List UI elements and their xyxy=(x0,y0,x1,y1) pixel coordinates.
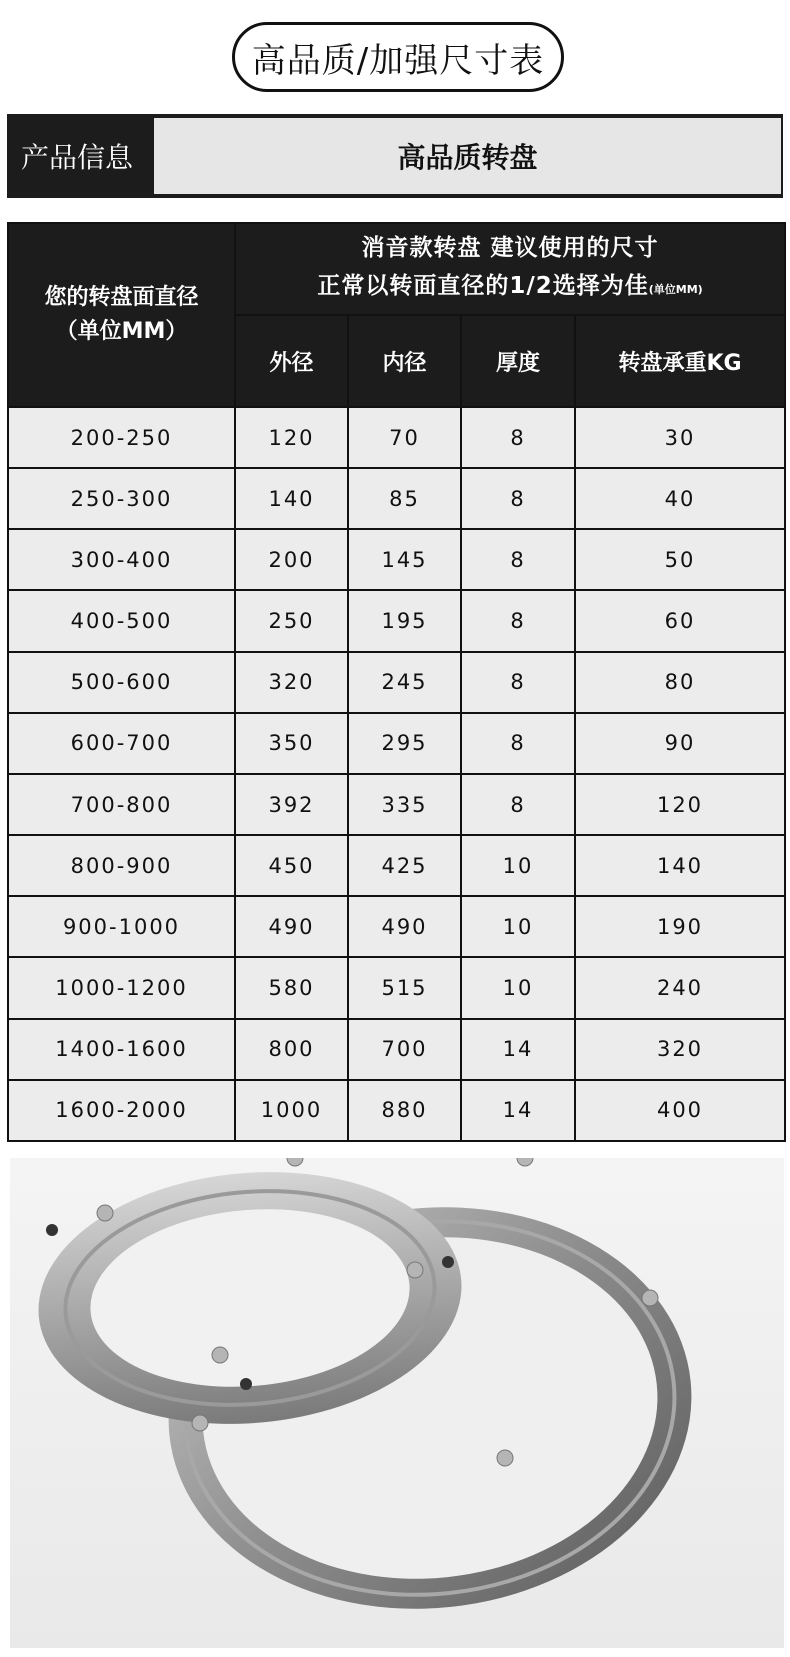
table-row xyxy=(8,957,785,1018)
thickness-cell: 8 xyxy=(461,468,575,529)
table-row xyxy=(8,590,785,651)
turntable-photo xyxy=(10,1158,784,1648)
thickness-cell: 8 xyxy=(461,774,575,835)
inner-diameter-cell: 245 xyxy=(348,652,461,713)
thickness-cell: 8 xyxy=(461,529,575,590)
recommended-size-line1: 消音款转盘 建议使用的尺寸 xyxy=(361,235,659,261)
outer-diameter-cell: 800 xyxy=(235,1019,348,1080)
load-cell: 50 xyxy=(575,529,785,590)
table-row xyxy=(8,835,785,896)
diameter-range-cell: 600-700 xyxy=(8,713,235,774)
unit-note: (单位MM) xyxy=(648,283,703,296)
load-cell: 90 xyxy=(575,713,785,774)
outer-diameter-cell: 320 xyxy=(235,652,348,713)
outer-diameter-cell: 200 xyxy=(235,529,348,590)
product-info-label: 产品信息 xyxy=(20,141,133,174)
diameter-header xyxy=(8,223,235,407)
diameter-range-cell: 250-300 xyxy=(8,468,235,529)
diameter-range-cell: 300-400 xyxy=(8,529,235,590)
diameter-range-cell: 900-1000 xyxy=(8,896,235,957)
inner-diameter-cell: 880 xyxy=(348,1080,461,1141)
outer-diameter-cell: 450 xyxy=(235,835,348,896)
size-table xyxy=(7,222,786,1142)
load-cell: 40 xyxy=(575,468,785,529)
diameter-range-cell: 1400-1600 xyxy=(8,1019,235,1080)
table-row xyxy=(8,407,785,468)
thickness-cell: 8 xyxy=(461,407,575,468)
table-row xyxy=(8,468,785,529)
table-row xyxy=(8,1019,785,1080)
load-cell: 320 xyxy=(575,1019,785,1080)
inner-diameter-cell: 195 xyxy=(348,590,461,651)
load-cell: 240 xyxy=(575,957,785,1018)
load-cell: 120 xyxy=(575,774,785,835)
recommended-size-header xyxy=(235,223,785,315)
diameter-range-cell: 1600-2000 xyxy=(8,1080,235,1141)
thickness-cell: 8 xyxy=(461,713,575,774)
inner-diameter-cell: 70 xyxy=(348,407,461,468)
outer-diameter-cell: 350 xyxy=(235,713,348,774)
load-cell: 190 xyxy=(575,896,785,957)
inner-diameter-cell: 145 xyxy=(348,529,461,590)
thickness-cell: 10 xyxy=(461,957,575,1018)
outer-diameter-cell: 580 xyxy=(235,957,348,1018)
table-row xyxy=(8,1080,785,1141)
thickness-cell: 10 xyxy=(461,835,575,896)
load-cell: 30 xyxy=(575,407,785,468)
thickness-cell: 14 xyxy=(461,1080,575,1141)
diameter-range-cell: 200-250 xyxy=(8,407,235,468)
diameter-header-line2: （单位MM） xyxy=(55,319,188,344)
product-info-value: 高品质转盘 xyxy=(154,118,781,194)
table-row xyxy=(8,529,785,590)
outer-diameter-cell: 392 xyxy=(235,774,348,835)
table-row xyxy=(8,896,785,957)
diameter-range-cell: 800-900 xyxy=(8,835,235,896)
column-header-outer-diameter: 外径 xyxy=(235,315,348,407)
load-cell: 400 xyxy=(575,1080,785,1141)
diameter-range-cell: 700-800 xyxy=(8,774,235,835)
column-header-load: 转盘承重KG xyxy=(575,315,785,407)
table-row xyxy=(8,713,785,774)
diameter-range-cell: 500-600 xyxy=(8,652,235,713)
inner-diameter-cell: 85 xyxy=(348,468,461,529)
table-row xyxy=(8,774,785,835)
outer-diameter-cell: 140 xyxy=(235,468,348,529)
product-info-bar xyxy=(7,114,783,198)
diameter-header-line1: 您的转盘面直径 xyxy=(44,285,199,310)
turntable-bearing-icon xyxy=(10,1158,784,1648)
load-cell: 80 xyxy=(575,652,785,713)
outer-diameter-cell: 120 xyxy=(235,407,348,468)
diameter-range-cell: 400-500 xyxy=(8,590,235,651)
recommended-size-line2: 正常以转面直径的1/2选择为佳(单位MM) xyxy=(317,273,703,299)
inner-diameter-cell: 515 xyxy=(348,957,461,1018)
inner-diameter-cell: 700 xyxy=(348,1019,461,1080)
inner-diameter-cell: 425 xyxy=(348,835,461,896)
outer-diameter-cell: 250 xyxy=(235,590,348,651)
inner-diameter-cell: 295 xyxy=(348,713,461,774)
outer-diameter-cell: 1000 xyxy=(235,1080,348,1141)
inner-diameter-cell: 335 xyxy=(348,774,461,835)
column-header-thickness: 厚度 xyxy=(461,315,575,407)
column-header-inner-diameter: 内径 xyxy=(348,315,461,407)
thickness-cell: 8 xyxy=(461,590,575,651)
table-row xyxy=(8,652,785,713)
thickness-cell: 14 xyxy=(461,1019,575,1080)
page-title: 高品质/加强尺寸表 xyxy=(232,22,564,92)
inner-diameter-cell: 490 xyxy=(348,896,461,957)
load-cell: 140 xyxy=(575,835,785,896)
thickness-cell: 8 xyxy=(461,652,575,713)
diameter-range-cell: 1000-1200 xyxy=(8,957,235,1018)
load-cell: 60 xyxy=(575,590,785,651)
thickness-cell: 10 xyxy=(461,896,575,957)
outer-diameter-cell: 490 xyxy=(235,896,348,957)
